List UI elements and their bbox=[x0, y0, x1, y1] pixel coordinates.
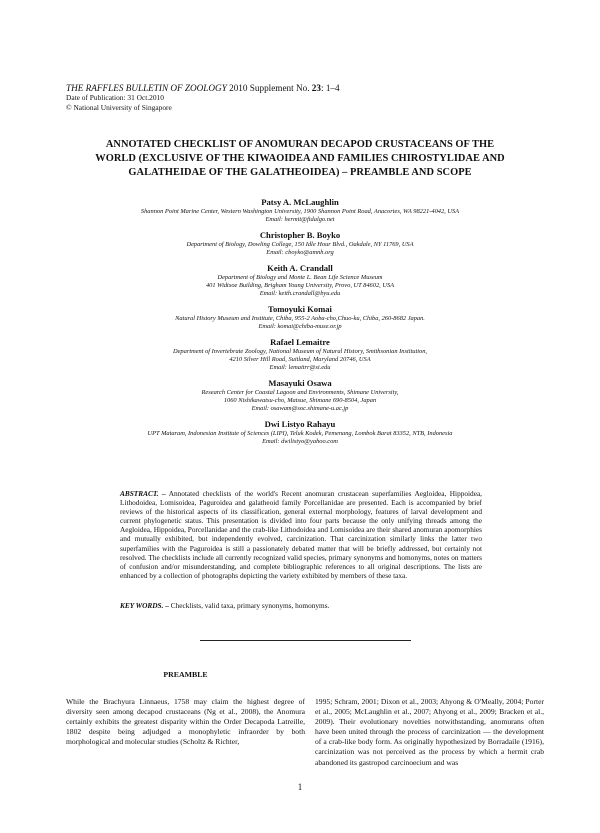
author-name: Tomoyuki Komai bbox=[268, 304, 332, 314]
body-paragraph: While the Brachyura Linnaeus, 1758 may claim the highest degree of diversity seen among decapod crustaceans (Ng et al., 2008), the Anomura certainly exhibits the greatest disparity within the Order Decapoda Latreille, 1802 despite being adjudged a monophyletic infraorder by both morphological and molecular studies (Scholtz & Richter, bbox=[66, 697, 305, 747]
keywords-text: Checklists, valid taxa, primary synonyms, homonyms. bbox=[170, 601, 330, 610]
author-affiliation: Shannon Point Marine Center, Western Washington University, 1900 Shannon Point Road, Anacortes, WA 98221-4042, USA bbox=[140, 208, 460, 215]
author-block bbox=[50, 263, 550, 298]
journal-year-supplement: 2010 Supplement No. bbox=[226, 83, 312, 93]
journal-header bbox=[66, 83, 536, 113]
author-block bbox=[50, 230, 550, 257]
author-block bbox=[50, 378, 550, 413]
author-block bbox=[50, 304, 550, 331]
author-email: Email: hermit@fidalgo.net bbox=[265, 216, 335, 223]
abstract-label: ABSTRACT. – bbox=[120, 489, 166, 498]
author-name: Rafael Lemaitre bbox=[270, 337, 330, 347]
author-affiliation: Department of Biology, Dowling College, 150 Idle Hour Blvd., Oakdale, NY 11769, USA bbox=[186, 241, 414, 248]
right-column bbox=[315, 697, 544, 768]
author-affiliation: Natural History Museum and Institute, Chiba, 955-2 Aoba-cho,Chuo-ku, Chiba, 260-8682 Japan. bbox=[175, 315, 425, 322]
author-block bbox=[50, 197, 550, 224]
publication-date: Date of Publication: 31 Oct.2010 bbox=[66, 93, 164, 102]
title-line-2: WORLD (EXCLUSIVE OF THE KIWAOIDEA AND FAMILIES CHIROSTYLIDAE AND bbox=[95, 153, 505, 164]
author-name: Patsy A. McLaughlin bbox=[261, 197, 339, 207]
author-email: Email: komai@chiba-muse.or.jp bbox=[258, 323, 342, 330]
page-number: 1 bbox=[297, 782, 303, 792]
author-affiliation: UPT Mataram, Indonesian Institute of Sciences (LIPI), Teluk Kodek, Pemenang, Lombok Barat 83352, NTB, Indonesia bbox=[147, 430, 453, 437]
author-affiliation: Research Center for Coastal Lagoon and Environments, Shimane University, bbox=[201, 389, 399, 396]
author-name: Christopher B. Boyko bbox=[259, 230, 341, 240]
author-email: Email: dwilistyo@yahoo.com bbox=[262, 438, 338, 445]
author-address: 1060 Nishikawatsu-cho, Matsue, Shimane 690-8504, Japan bbox=[223, 397, 377, 404]
author-block bbox=[50, 419, 550, 446]
author-email: Email: cboyko@amnh.org bbox=[266, 249, 334, 256]
section-divider bbox=[200, 640, 411, 641]
body-paragraph: 1995; Schram, 2001; Dixon et al., 2003; Ahyong & O'Meally, 2004; Porter et al., 2005; McLaughlin et al., 2007; Ahyong et al., 2009; Bracken et al., 2009). Their evolutionary novelties notwithstanding, anomurans often have been united through the process of carcinization — the development of a crab-like body form. As originally hypothesized by Borradaile (1916), carcinization was not perceived as the process by which a hermit crab abandoned its gastropod carcinoecium and was bbox=[315, 697, 544, 767]
journal-volume: 23 bbox=[311, 83, 321, 93]
abstract-text: Annotated checklists of the world's Recent anomuran crustacean superfamilies Aegloidea, Hippoidea, Lithodoidea, Lomisoidea, Paguroidea and galatheoid family Porcellanidae are presented. Each is accompanied by brief reviews of the historical aspects of its classification, general external morphology, features of larval development and current phylogenetic status. This presentation is divided into four parts because the only unifying threads among the Aegloidea, Hippoidea, Porcellanidae and the crab-like Lithodoidea and Lomisoidea are their shared anomuran apomorphies and mutually exhibited, but independently evolved, carcinization. That carcinization similarly links the latter two superfamilies with the Paguroidea is still a passionately debated matter that will be briefly addressed, but certainly not resolved. The checklists include all currently recognized valid species, primary synonyms and homonyms, notes on matters of confusion and/or misunderstanding, and complete bibliographic references to all original descriptions. The lists are enhanced by a collection of photographs depicting the variety exhibited by members of these taxa. bbox=[120, 489, 483, 580]
author-email: Email: osawam@soc.shimane-u.ac.jp bbox=[251, 405, 349, 412]
section-heading: PREAMBLE bbox=[163, 670, 208, 679]
keywords-label: KEY WORDS. – bbox=[120, 601, 169, 610]
author-block bbox=[50, 337, 550, 372]
author-address: 401 Widtsoe Building, Brigham Young University, Provo, UT 84602, USA bbox=[205, 282, 395, 289]
journal-citation bbox=[66, 83, 536, 93]
author-address: 4210 Silver Hill Road, Suitland, Maryland 20746, USA bbox=[229, 356, 371, 363]
keywords bbox=[120, 601, 482, 610]
paper-title bbox=[60, 138, 540, 180]
author-email: Email: lemaitrr@si.edu bbox=[269, 364, 331, 371]
author-affiliation: Department of Invertebrate Zoology, National Museum of Natural History, Smithsonian Institution, bbox=[172, 348, 428, 355]
journal-pages: : 1–4 bbox=[320, 83, 340, 93]
copyright-notice: © National University of Singapore bbox=[66, 103, 172, 112]
title-line-1: ANNOTATED CHECKLIST OF ANOMURAN DECAPOD CRUSTACEANS OF THE bbox=[105, 139, 495, 150]
author-affiliation: Department of Biology and Monte L. Bean Life Science Museum bbox=[217, 274, 383, 281]
author-name: Keith A. Crandall bbox=[267, 263, 333, 273]
author-list bbox=[50, 197, 550, 452]
author-name: Dwi Listyo Rahayu bbox=[264, 419, 336, 429]
author-email: Email: keith.crandall@byu.edu bbox=[259, 290, 341, 297]
abstract bbox=[120, 489, 482, 580]
author-name: Masayuki Osawa bbox=[268, 378, 332, 388]
left-column bbox=[66, 670, 305, 748]
title-line-3: GALATHEIDAE OF THE GALATHEOIDEA) – PREAMBLE AND SCOPE bbox=[128, 167, 472, 178]
journal-title: THE RAFFLES BULLETIN OF ZOOLOGY bbox=[66, 83, 227, 93]
